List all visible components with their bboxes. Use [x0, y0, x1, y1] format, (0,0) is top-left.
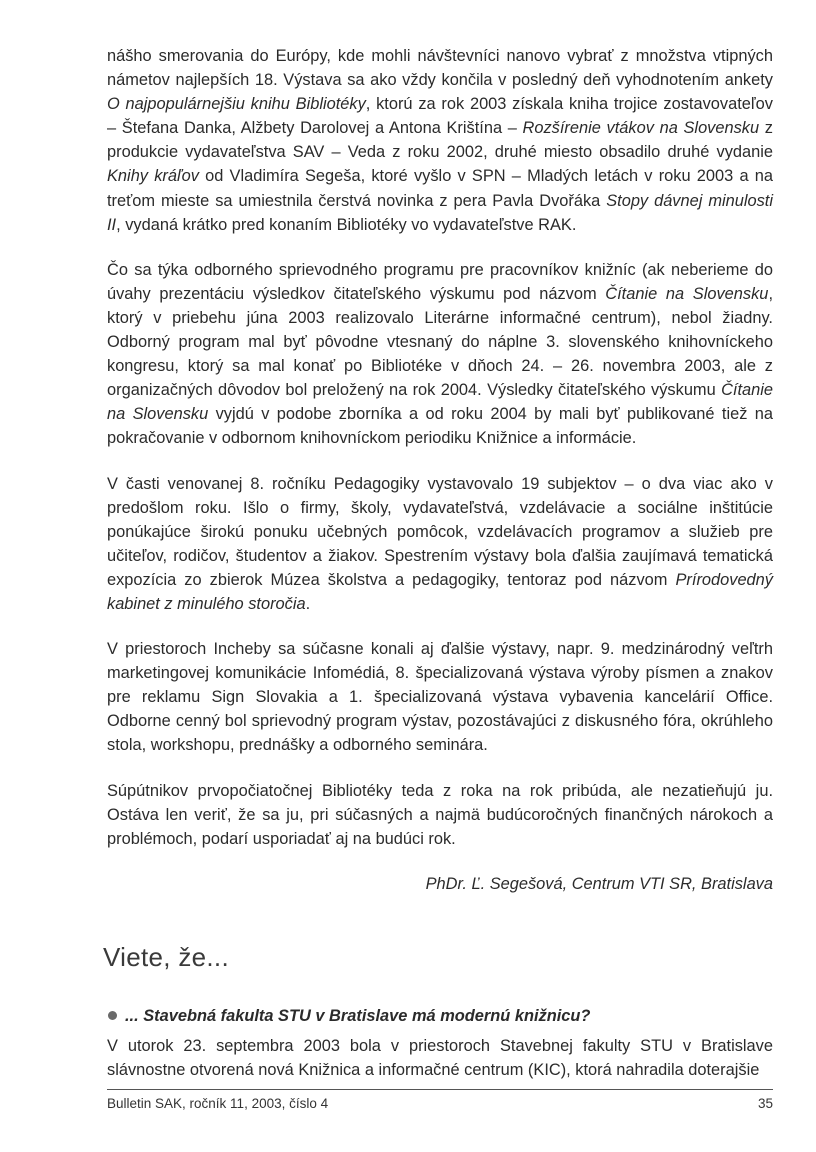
italic-title: Knihy kráľov [107, 167, 199, 186]
italic-title: Čítanie na Slovensku [605, 284, 769, 303]
text-run: nášho smerovania do Európy, kde mohli návštevníci nanovo vybrať z množstva vtipných námetov najlepších 18. Výstava sa ako vždy končila v posledný deň vyhodnotením ankety [107, 47, 773, 90]
text-run: Súpútnikov prvopočiatočnej Bibliotéky teda z roka na rok pribúda, ale nezatieňujú ju. Ostáva len veriť, že sa ju, pri súčasných a najmä budúcoročných finančných nárokoch a problémoch, podarí usporiadať aj na budúci rok. [107, 781, 773, 848]
text-run: , vydaná krátko pred konaním Bibliotéky vo vydavateľstve RAK. [116, 215, 577, 234]
paragraph [107, 258, 773, 451]
text-run: V priestoroch Incheby sa súčasne konali aj ďalšie výstavy, napr. 9. medzinárodný veľtrh marketingovej komunikácie Infomédiá, 8. špecializovaná výstava výroby písmen a znakov pre reklamu Sign Slovakia a 1. špecializovaná výstava vybavenia kancelárií Office. Odborne cenný bol sprievodný program výstav, pozostávajúci z diskusného fóra, okrúhleho stola, workshopu, prednášky a odborného seminára. [107, 640, 773, 755]
text-run: , ktorý v priebehu júna 2003 realizovalo Literárne informačné centrum), nebol žiadny. Odborný program mal byť pôvodne vtesnaný do náplne 3. slovenského knihovníckeho kongresu, ktorý sa mal konať po Bibliotéke v dňoch 24. – 26. novembra 2003, ale z organizačných dôvodov bol preložený na rok 2004. Výsledky čitateľského výskumu [107, 284, 773, 400]
item-heading-text: ... Stavebná fakulta STU v Bratislave má modernú knižnicu? [125, 1006, 591, 1025]
item-heading [107, 1004, 773, 1028]
author-signature: PhDr. Ľ. Segešová, Centrum VTI SR, Bratislava [425, 874, 773, 893]
text-run: . [305, 594, 311, 613]
article-body [107, 44, 773, 851]
text-run: , ktorú za rok 2003 získala kniha trojice zostavovateľov – Štefana Danka, Alžbety Darolovej a Antona Krištína – [107, 95, 773, 138]
italic-title: Čítanie na Slovensku [107, 381, 773, 424]
paragraph [107, 779, 773, 851]
paragraph [107, 472, 773, 617]
page-footer [107, 1089, 773, 1113]
text-run: od Vladimíra Segeša, ktoré vyšlo v SPN – Mladých letách v roku 2003 a na treťom mieste sa umiestnila čerstvá novinka z pera Pavla Dvořáka [107, 167, 773, 210]
paragraph [107, 637, 773, 757]
italic-title: Prírodovedný kabinet z minulého storočia [107, 570, 773, 613]
bullet-icon [108, 1011, 117, 1020]
item-text: V utorok 23. septembra 2003 bola v priestoroch Stavebnej fakulty STU v Bratislave slávnostne otvorená nová Knižnica a informačné centrum (KIC), ktorá nahradila doterajšie [107, 1036, 773, 1079]
italic-title: Stopy dávnej minulosti II [107, 191, 773, 234]
article-page [103, 44, 773, 1103]
text-run: Čo sa týka odborného sprievodného programu pre pracovníkov knižníc (ak neberieme do úvahy prezentáciu výsledkov čitateľského výskumu pod názvom [107, 260, 773, 303]
text-run: z produkcie vydavateľstva SAV – Veda z roku 2002, druhé miesto obsadilo druhé vydanie [107, 119, 773, 162]
text-run: vyjdú v podobe zborníka a od roku 2004 by mali byť publikované tiež na pokračovanie v odbornom knihovníckom periodiku Knižnice a informácie. [107, 405, 773, 448]
italic-title: Rozšírenie vtákov na Slovensku [522, 119, 760, 138]
page-number: 35 [757, 1096, 773, 1111]
footer-publication: Bulletin SAK, ročník 11, 2003, číslo 4 [107, 1096, 329, 1111]
text-run: V časti venovanej 8. ročníku Pedagogiky vystavovalo 19 subjektov – o dva viac ako v predošlom roku. Išlo o firmy, školy, vydavateľstvá, vzdelávacie a sociálne inštitúcie ponúkajúce širokú ponuku učebných pomôcok, vzdelávacích programov a služieb pre učiteľov, rodičov, študentov a žiakov. Spestrením výstavy bola ďalšia zaujímavá tematická expozícia zo zbierok Múzea školstva a pedagogiky, tentoraz pod názvom [107, 474, 773, 589]
section-title: Viete, že... [103, 941, 229, 972]
italic-title: O najpopulárnejšiu knihu Bibliotéky [107, 95, 366, 114]
paragraph [107, 44, 773, 237]
